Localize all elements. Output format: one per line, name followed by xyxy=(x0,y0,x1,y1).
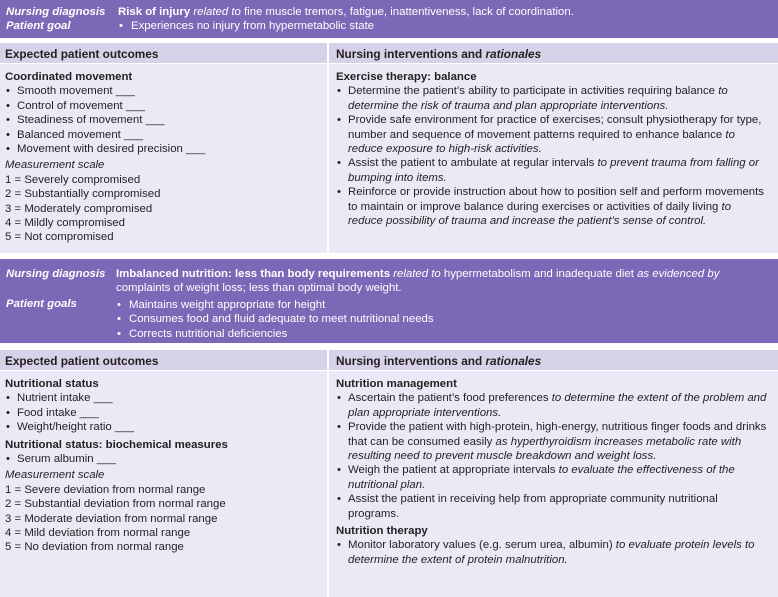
intervention-item: • Assist the patient in receiving help from appropriate community nutritional programs. xyxy=(336,492,768,521)
intervention-list xyxy=(336,391,768,521)
outcome-item: • Food intake ___ xyxy=(5,406,322,420)
section-body-injury xyxy=(0,64,778,253)
interventions-header: Nursing interventions and rationales xyxy=(336,47,542,61)
intervention-item: • Reinforce or provide instruction about how to position self and perform movements to maintain or improve balance during exercises or activities of daily living to reduce possibility of trauma and increase the patient’s sense of control. xyxy=(336,185,768,228)
outcome-item: • Smooth movement ___ xyxy=(5,84,322,98)
intervention-item: • Provide safe environment for practice of exercises; consult physiotherapy for type, number and sequence of movement patterns required to enhance balance to reduce exposure to high-risk activities. xyxy=(336,113,768,156)
outcome-title: Nutritional status xyxy=(5,378,99,390)
goal-label: Patient goals xyxy=(6,298,77,311)
column-header-row xyxy=(0,349,778,371)
diagnosis-statement: Imbalanced nutrition: less than body requirements related to hypermetabolism and inadequate diet as evidenced by complaints of weight loss; less than optimal body weight. xyxy=(116,268,720,295)
scale-item: 1 = Severe deviation from normal range xyxy=(5,483,206,496)
intervention-item: • Assist the patient to ambulate at regular intervals to prevent trauma from falling or bumping into items. xyxy=(336,156,768,185)
scale-item: 3 = Moderate deviation from normal range xyxy=(5,512,218,525)
outcome-item: • Control of movement ___ xyxy=(5,99,322,113)
column-header-row xyxy=(0,42,778,64)
outcome-list xyxy=(5,391,322,434)
goal-item: • Experiences no injury from hypermetabolic state xyxy=(118,19,772,33)
scale-item: 4 = Mildly compromised xyxy=(5,217,125,230)
outcome-title: Nutritional status: biochemical measures xyxy=(5,438,228,451)
goal-label: Patient goal xyxy=(6,20,71,33)
scale-item: 5 = No deviation from normal range xyxy=(5,541,184,554)
outcomes-column xyxy=(0,371,329,597)
scale-item: 2 = Substantial deviation from normal range xyxy=(5,498,226,511)
intervention-item: • Monitor laboratory values (e.g. serum urea, albumin) to evaluate protein levels to determine the extent of protein malnutrition. xyxy=(336,538,768,567)
diagnosis-band-injury xyxy=(0,0,778,38)
outcome-title: Coordinated movement xyxy=(5,71,133,83)
goal-list xyxy=(116,298,772,341)
scale-title: Measurement scale xyxy=(5,159,105,172)
interventions-column xyxy=(329,371,778,597)
interventions-column xyxy=(329,64,778,253)
diagnosis-label: Nursing diagnosis xyxy=(6,268,106,280)
outcomes-header: Expected patient outcomes xyxy=(0,350,329,370)
goal-item: • Corrects nutritional deficiencies xyxy=(116,327,772,341)
intervention-item: • Weigh the patient at appropriate intervals to evaluate the effectiveness of the nutritional plan. xyxy=(336,463,768,492)
outcomes-column xyxy=(0,64,329,253)
scale-item: 1 = Severely compromised xyxy=(5,173,141,186)
goal-item: • Consumes food and fluid adequate to meet nutritional needs xyxy=(116,312,772,326)
scale-item: 3 = Moderately compromised xyxy=(5,202,153,215)
outcome-item: • Serum albumin ___ xyxy=(5,452,322,466)
outcomes-header: Expected patient outcomes xyxy=(0,43,329,63)
scale-item: 5 = Not compromised xyxy=(5,231,114,244)
outcome-item: • Weight/height ratio ___ xyxy=(5,420,322,434)
outcome-item: • Balanced movement ___ xyxy=(5,128,322,142)
intervention-title: Nutrition therapy xyxy=(336,525,428,538)
diagnosis-statement: Risk of injury related to fine muscle tremors, fatigue, inattentiveness, lack of coordination. xyxy=(118,6,574,18)
outcome-list xyxy=(5,84,322,156)
section-body-nutrition xyxy=(0,371,778,597)
scale-item: 4 = Mild deviation from normal range xyxy=(5,527,191,540)
outcome-item: • Steadiness of movement ___ xyxy=(5,113,322,127)
intervention-title: Nutrition management xyxy=(336,378,457,390)
intervention-item: • Provide the patient with high-protein, high-energy, nutritious finger foods and drinks that can be consumed easily as hyperthyroidism increases metabolic rate with resulting need to prevent muscle breakdown and weight loss. xyxy=(336,420,768,463)
intervention-list xyxy=(336,84,768,228)
outcome-item: • Movement with desired precision ___ xyxy=(5,142,322,156)
scale-item: 2 = Substantially compromised xyxy=(5,188,161,201)
interventions-header: Nursing interventions and rationales xyxy=(336,354,542,368)
diagnosis-label: Nursing diagnosis xyxy=(6,6,106,18)
intervention-item: • Ascertain the patient’s food preferences to determine the extent of the problem and plan appropriate interventions. xyxy=(336,391,768,420)
intervention-title: Exercise therapy: balance xyxy=(336,71,477,83)
goal-list xyxy=(118,19,772,33)
intervention-list xyxy=(336,538,768,567)
outcome-list xyxy=(5,452,322,466)
intervention-item: • Determine the patient’s ability to participate in activities requiring balance to determine the risk of trauma and plan appropriate interventions. xyxy=(336,84,768,113)
goal-item: • Maintains weight appropriate for height xyxy=(116,298,772,312)
diagnosis-band-nutrition xyxy=(0,259,778,343)
outcome-item: • Nutrient intake ___ xyxy=(5,391,322,405)
scale-title: Measurement scale xyxy=(5,469,105,482)
